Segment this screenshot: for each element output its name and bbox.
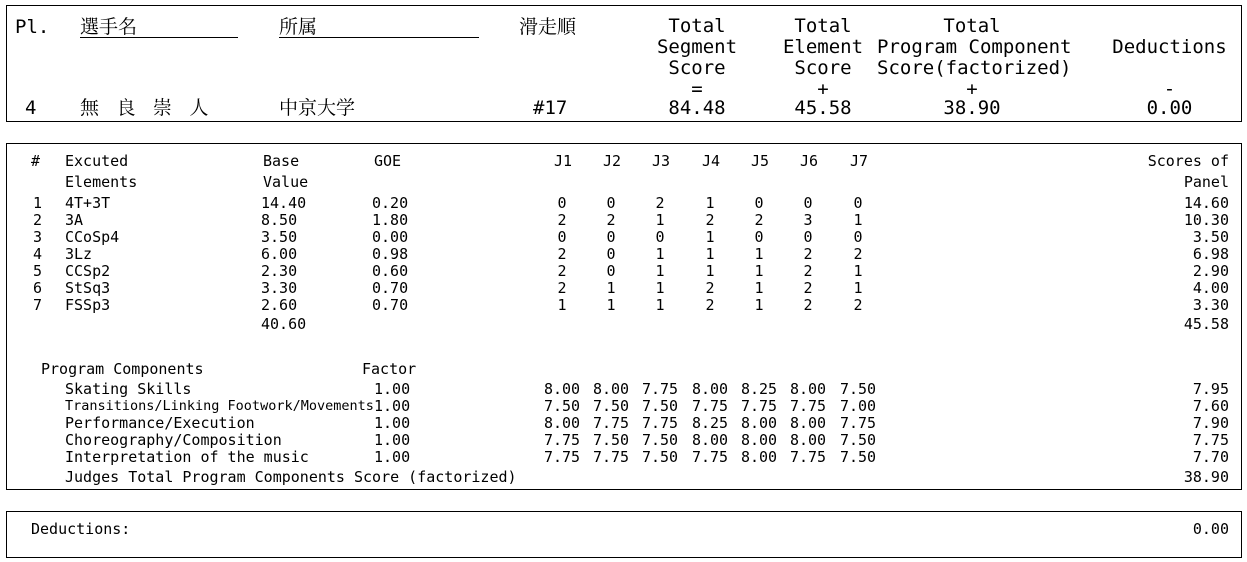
component-judge-score: 7.75 — [789, 397, 827, 415]
element-judge-score: 1 — [853, 262, 863, 280]
component-judge-score: 8.00 — [789, 431, 827, 449]
component-name: Choreography/Composition — [65, 431, 282, 449]
component-judge-score: 7.75 — [641, 414, 679, 432]
element-judge-score: 2 — [803, 262, 813, 280]
element-judge-score: 2 — [557, 279, 567, 297]
element-panel-score: 2.90 — [1192, 262, 1229, 280]
skater-pcs: 38.90 — [943, 97, 1001, 119]
judge-header: J2 — [602, 152, 622, 170]
component-judge-score: 7.75 — [641, 380, 679, 398]
element-judge-score: 2 — [754, 211, 764, 229]
element-panel-score: 4.00 — [1192, 279, 1229, 297]
element-judge-score: 1 — [655, 296, 665, 314]
element-judge-score: 1 — [655, 262, 665, 280]
judge-header: J4 — [701, 152, 721, 170]
element-judge-score: 1 — [655, 245, 665, 263]
component-judge-score: 7.50 — [641, 397, 679, 415]
component-judge-score: 8.00 — [691, 380, 729, 398]
component-name: Interpretation of the music — [65, 448, 309, 466]
details-panel — [6, 143, 1242, 490]
element-base-value: 2.30 — [261, 262, 298, 280]
base-value-header-line1: Base — [263, 152, 300, 170]
element-judge-score: 0 — [754, 228, 764, 246]
element-name: 3A — [65, 211, 84, 229]
element-name: CCoSp4 — [65, 228, 120, 246]
tss-label-line3: Score — [668, 57, 726, 79]
component-judge-score: 8.00 — [543, 414, 581, 432]
element-judge-score: 2 — [606, 211, 616, 229]
element-base-value: 6.00 — [261, 245, 298, 263]
element-judge-score: 1 — [705, 194, 715, 212]
goe-header: GOE — [374, 152, 402, 170]
panel-score-total: 45.58 — [1183, 315, 1229, 333]
component-judge-score: 7.50 — [543, 397, 581, 415]
pcs-label — [877, 15, 1072, 79]
operator-equal: = — [691, 78, 703, 100]
element-name: 3Lz — [65, 245, 93, 263]
element-judge-score: 1 — [606, 296, 616, 314]
component-judge-score: 8.00 — [592, 380, 630, 398]
pcs-label-line3: Score(factorized) — [877, 57, 1072, 79]
component-judge-score: 7.50 — [641, 448, 679, 466]
component-judge-score: 7.75 — [789, 448, 827, 466]
panel-score-header-line1: Scores of — [1147, 152, 1229, 170]
component-panel-score: 7.90 — [1192, 414, 1229, 432]
component-factor: 1.00 — [374, 397, 411, 415]
element-judge-score: 2 — [557, 262, 567, 280]
element-goe: 0.60 — [372, 262, 409, 280]
tss-label-line1: Total — [668, 15, 726, 37]
component-judge-score: 8.00 — [789, 380, 827, 398]
deductions-label: Deductions — [1112, 36, 1227, 58]
element-panel-score: 6.98 — [1192, 245, 1229, 263]
component-judge-score: 7.75 — [592, 448, 630, 466]
element-name: FSSp3 — [65, 296, 111, 314]
component-judge-score: 7.75 — [691, 448, 729, 466]
skater-tes: 45.58 — [794, 97, 852, 119]
element-judge-score: 0 — [557, 228, 567, 246]
component-factor: 1.00 — [374, 431, 411, 449]
component-judge-score: 7.75 — [592, 414, 630, 432]
element-judge-score: 2 — [655, 194, 665, 212]
element-judge-score: 1 — [705, 245, 715, 263]
pcs-label-line1: Total — [943, 15, 1001, 37]
component-panel-score: 7.70 — [1192, 448, 1229, 466]
element-judge-score: 0 — [803, 194, 813, 212]
element-base-value: 3.30 — [261, 279, 298, 297]
component-name: Transitions/Linking Footwork/Movements — [65, 398, 374, 414]
element-panel-score: 10.30 — [1183, 211, 1229, 229]
component-panel-score: 7.75 — [1192, 431, 1229, 449]
skater-start-order: #17 — [533, 97, 568, 119]
skater-place: 4 — [25, 97, 37, 119]
component-judge-score: 8.00 — [740, 448, 778, 466]
pc-total-value: 38.90 — [1183, 468, 1229, 486]
judge-header: J1 — [553, 152, 573, 170]
program-components-title: Program Components — [41, 360, 204, 378]
element-judge-score: 2 — [853, 296, 863, 314]
element-judge-score: 1 — [754, 279, 764, 297]
element-number: 3 — [33, 228, 43, 246]
element-number: 4 — [33, 245, 43, 263]
element-judge-score: 1 — [655, 211, 665, 229]
element-judge-score: 0 — [853, 228, 863, 246]
element-judge-score: 1 — [853, 279, 863, 297]
component-judge-score: 7.50 — [839, 448, 877, 466]
operator-plus-2: + — [966, 78, 978, 100]
element-judge-score: 0 — [606, 228, 616, 246]
tes-label — [777, 16, 869, 79]
element-number: 7 — [33, 296, 43, 314]
element-goe: 0.20 — [372, 194, 409, 212]
element-panel-score: 14.60 — [1183, 194, 1229, 212]
element-judge-score: 0 — [803, 228, 813, 246]
skater-tss: 84.48 — [668, 97, 726, 119]
component-panel-score: 7.60 — [1192, 397, 1229, 415]
component-judge-score: 7.00 — [839, 397, 877, 415]
skater-name-label — [80, 18, 238, 38]
skater-deductions: 0.00 — [1146, 97, 1193, 119]
element-judge-score: 1 — [655, 279, 665, 297]
base-value-total: 40.60 — [261, 315, 307, 333]
element-judge-score: 1 — [754, 296, 764, 314]
component-judge-score: 8.00 — [691, 431, 729, 449]
component-judge-score: 8.25 — [740, 380, 778, 398]
component-name: Performance/Execution — [65, 414, 255, 432]
skater-name: 無 良 崇 人 — [80, 97, 212, 119]
element-judge-score: 0 — [557, 194, 567, 212]
element-number-header: # — [31, 152, 41, 170]
element-judge-score: 0 — [754, 194, 764, 212]
factor-header: Factor — [362, 360, 417, 378]
element-judge-score: 2 — [557, 211, 567, 229]
element-judge-score: 1 — [754, 262, 764, 280]
pc-total-label: Judges Total Program Components Score (factorized) — [65, 468, 517, 486]
place-label: Pl. — [15, 16, 50, 38]
element-panel-score: 3.50 — [1192, 228, 1229, 246]
tss-label-line2: Segment — [656, 36, 738, 58]
element-judge-score: 0 — [853, 194, 863, 212]
component-panel-score: 7.95 — [1192, 380, 1229, 398]
element-goe: 1.80 — [372, 211, 409, 229]
judge-header: J6 — [799, 152, 819, 170]
element-judge-score: 2 — [705, 296, 715, 314]
tes-label-line2: Element — [782, 36, 864, 58]
element-judge-score: 2 — [803, 279, 813, 297]
element-judge-score: 2 — [803, 296, 813, 314]
component-judge-score: 7.75 — [740, 397, 778, 415]
element-number: 6 — [33, 279, 43, 297]
skater-name-label-text: 選手名 — [80, 18, 238, 38]
header-panel — [6, 5, 1242, 122]
element-base-value: 2.60 — [261, 296, 298, 314]
element-judge-score: 0 — [606, 245, 616, 263]
component-judge-score: 7.50 — [839, 380, 877, 398]
element-judge-score: 0 — [606, 262, 616, 280]
element-judge-score: 2 — [705, 279, 715, 297]
elements-header-line2: Elements — [65, 173, 138, 191]
element-judge-score: 1 — [705, 262, 715, 280]
component-judge-score: 7.75 — [543, 431, 581, 449]
skater-club: 中京大学 — [279, 97, 356, 119]
component-judge-score: 8.00 — [789, 414, 827, 432]
component-judge-score: 8.00 — [543, 380, 581, 398]
element-goe: 0.70 — [372, 296, 409, 314]
component-judge-score: 8.00 — [740, 414, 778, 432]
operator-minus: - — [1163, 78, 1176, 100]
element-name: CCSp2 — [65, 262, 111, 280]
element-goe: 0.00 — [372, 228, 409, 246]
element-judge-score: 0 — [606, 194, 616, 212]
element-name: 4T+3T — [65, 194, 111, 212]
element-judge-score: 2 — [557, 245, 567, 263]
component-judge-score: 8.25 — [691, 414, 729, 432]
component-judge-score: 7.75 — [543, 448, 581, 466]
component-judge-score: 7.50 — [592, 397, 630, 415]
component-judge-score: 7.50 — [641, 431, 679, 449]
element-judge-score: 1 — [705, 228, 715, 246]
element-judge-score: 1 — [606, 279, 616, 297]
element-panel-score: 3.30 — [1192, 296, 1229, 314]
judge-header: J5 — [750, 152, 770, 170]
deductions-box-label: Deductions: — [31, 520, 131, 538]
club-label-text: 所属 — [279, 18, 479, 38]
element-name: StSq3 — [65, 279, 111, 297]
component-factor: 1.00 — [374, 380, 411, 398]
element-judge-score: 2 — [803, 245, 813, 263]
element-judge-score: 0 — [655, 228, 665, 246]
judge-header: J3 — [651, 152, 671, 170]
element-judge-score: 1 — [557, 296, 567, 314]
panel-score-header-line2: Panel — [1183, 173, 1229, 191]
element-judge-score: 1 — [754, 245, 764, 263]
component-judge-score: 7.75 — [839, 414, 877, 432]
component-factor: 1.00 — [374, 448, 411, 466]
base-value-header-line2: Value — [263, 173, 309, 191]
operator-plus-1: + — [817, 78, 829, 100]
element-base-value: 8.50 — [261, 211, 298, 229]
club-label — [279, 18, 479, 38]
elements-header-line1: Excuted — [65, 152, 129, 170]
start-order-label: 滑走順 — [519, 16, 577, 38]
judge-header: J7 — [849, 152, 869, 170]
element-goe: 0.98 — [372, 245, 409, 263]
element-base-value: 14.40 — [261, 194, 307, 212]
component-judge-score: 8.00 — [740, 431, 778, 449]
element-judge-score: 2 — [853, 245, 863, 263]
element-number: 5 — [33, 262, 43, 280]
component-name: Skating Skills — [65, 380, 192, 398]
component-judge-score: 7.50 — [592, 431, 630, 449]
pcs-label-line2: Program Component — [877, 36, 1072, 58]
tss-label — [647, 16, 747, 79]
element-base-value: 3.50 — [261, 228, 298, 246]
tes-label-line3: Score — [794, 57, 852, 79]
component-judge-score: 7.75 — [691, 397, 729, 415]
component-judge-score: 7.50 — [839, 431, 877, 449]
component-factor: 1.00 — [374, 414, 411, 432]
element-judge-score: 1 — [853, 211, 863, 229]
element-judge-score: 2 — [705, 211, 715, 229]
deductions-box-value: 0.00 — [1192, 520, 1229, 538]
element-number: 1 — [33, 194, 43, 212]
deductions-panel — [6, 511, 1242, 558]
element-goe: 0.70 — [372, 279, 409, 297]
element-judge-score: 3 — [803, 211, 813, 229]
tes-label-line1: Total — [794, 15, 852, 37]
element-number: 2 — [33, 211, 43, 229]
